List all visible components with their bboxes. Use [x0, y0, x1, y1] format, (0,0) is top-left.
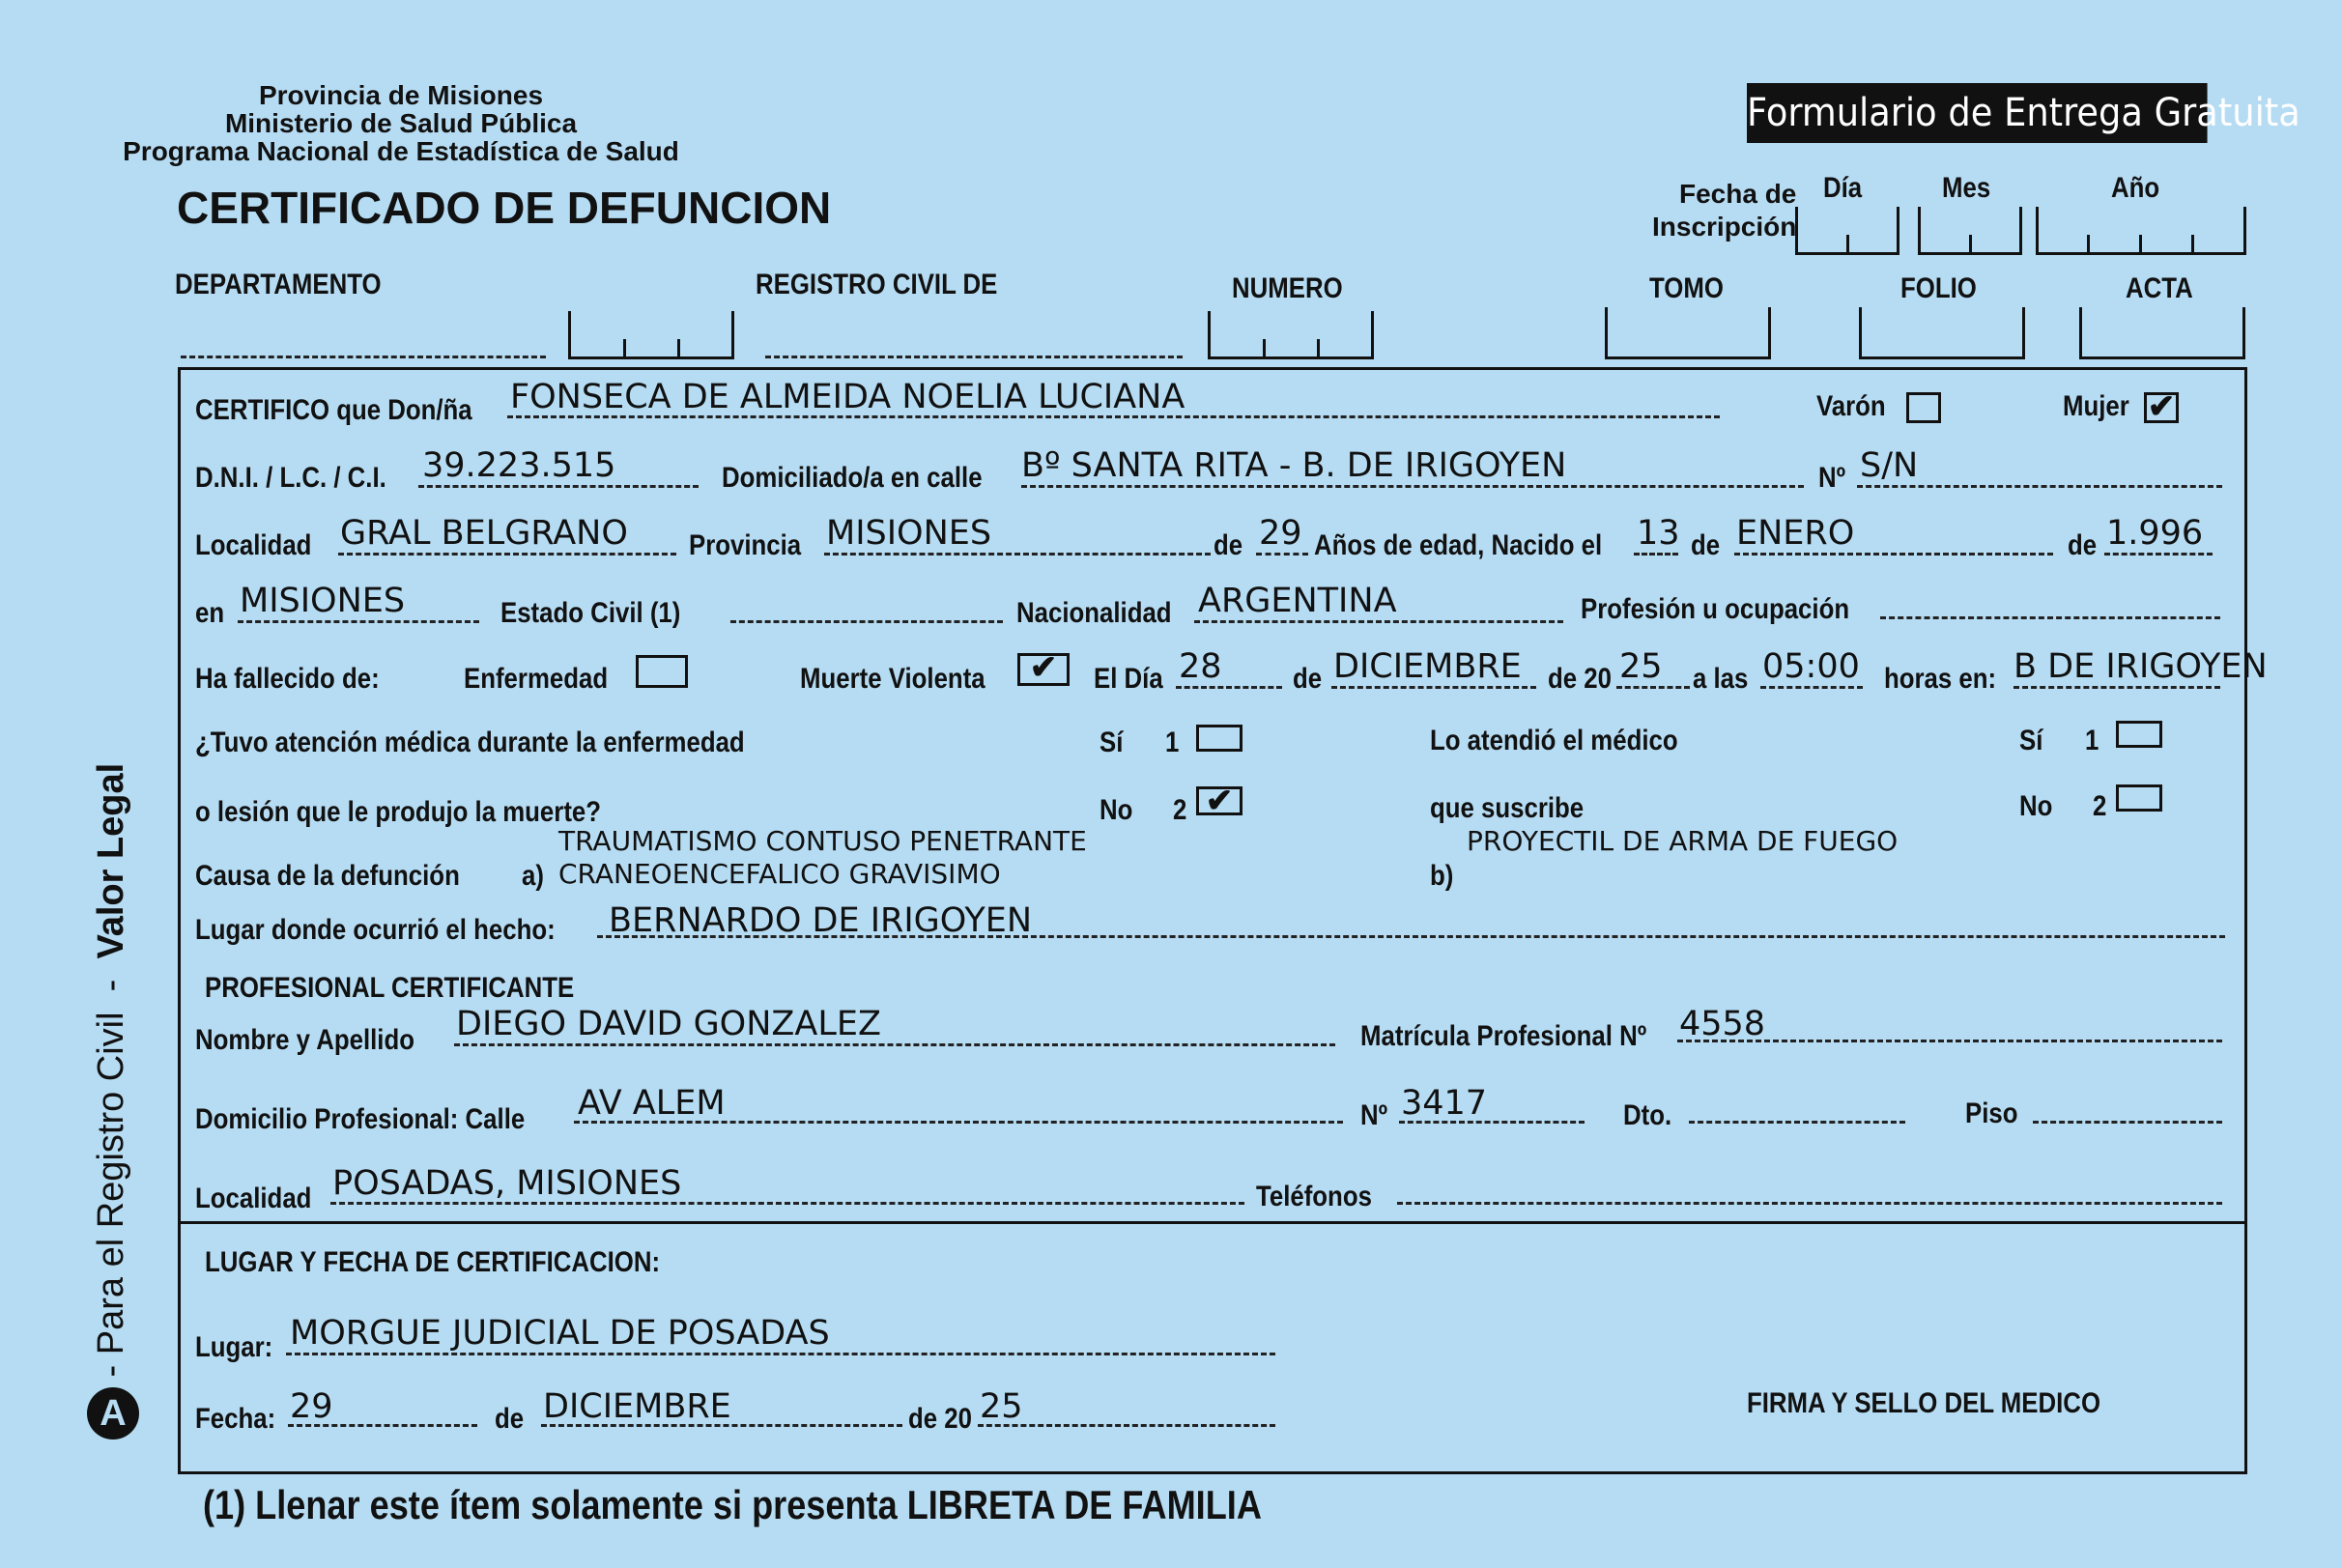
profesional-section-title: PROFESIONAL CERTIFICANTE — [205, 972, 575, 1004]
mes-input-boxes[interactable] — [1918, 207, 2022, 255]
estado-civil-label: Estado Civil (1) — [500, 597, 681, 629]
profesion-label: Profesión u ocupación — [1581, 593, 1850, 625]
atencion-si-label: Sí — [1100, 727, 1124, 758]
dto-label: Dto. — [1623, 1099, 1672, 1131]
nacimiento-anio[interactable]: 1.996 — [2106, 514, 2204, 553]
cert-lugar-line — [286, 1353, 1275, 1355]
prof-nro-line — [1399, 1121, 1585, 1124]
cert-dia-value[interactable]: 29 — [290, 1387, 333, 1426]
departamento-label: DEPARTAMENTO — [175, 269, 382, 300]
atencion-no-2: 2 — [1173, 794, 1187, 826]
numero-boxes[interactable] — [1208, 311, 1374, 359]
atendio-question-2: que suscribe — [1430, 792, 1585, 824]
matricula-label: Matrícula Profesional Nº — [1360, 1020, 1647, 1052]
departamento-code-boxes[interactable] — [568, 311, 734, 359]
prof-calle-value[interactable]: AV ALEM — [578, 1084, 726, 1123]
departamento-field[interactable] — [181, 356, 546, 358]
side-text-regular: - Para el Registro Civil - — [91, 958, 132, 1387]
domicilio-line — [1021, 485, 1804, 488]
en-label: en — [195, 597, 225, 629]
prof-calle-line — [574, 1121, 1343, 1124]
nro-label: Nº — [1818, 462, 1846, 494]
footer-note-bold: LIBRETA DE FAMILIA — [906, 1482, 1262, 1527]
org-line-2: Ministerio de Salud Pública — [224, 108, 578, 138]
nacimiento-de-label: de — [1691, 529, 1721, 561]
atendio-si-checkbox[interactable] — [2116, 721, 2162, 748]
atencion-no-checkbox[interactable]: ✔ — [1196, 786, 1242, 815]
page-title: CERTIFICADO DE DEFUNCION — [177, 183, 832, 233]
provincia-label: Provincia — [689, 529, 802, 561]
muerte-lugar-line — [2014, 686, 2220, 689]
dto-line[interactable] — [1689, 1121, 1905, 1124]
nacionalidad-value[interactable]: ARGENTINA — [1198, 582, 1397, 620]
lugar-nacimiento-line — [238, 620, 479, 623]
registro-civil-label: REGISTRO CIVIL DE — [756, 269, 998, 300]
cert-dia-line — [288, 1424, 477, 1427]
nacimiento-dia-line — [1634, 553, 1678, 556]
muerte-de-label: de — [1293, 663, 1323, 695]
atendio-no-2: 2 — [2093, 790, 2107, 822]
cert-fecha-label: Fecha: — [195, 1403, 276, 1435]
nacionalidad-label: Nacionalidad — [1016, 597, 1172, 629]
muerte-anio-line — [1616, 686, 1690, 689]
prof-domicilio-label: Domicilio Profesional: Calle — [195, 1103, 526, 1135]
acta-box[interactable] — [2079, 307, 2245, 359]
muerte-mes-line — [1331, 686, 1536, 689]
nacimiento-anio-line — [2104, 553, 2213, 556]
domicilio-label: Domiciliado/a en calle — [722, 462, 983, 494]
side-text-bold: Valor Legal — [91, 762, 132, 959]
cert-lugar-value[interactable]: MORGUE JUDICIAL DE POSADAS — [290, 1314, 830, 1353]
edad-label: Años de edad, Nacido el — [1314, 529, 1603, 561]
nacimiento-dia[interactable]: 13 — [1637, 514, 1680, 553]
enfermedad-checkbox[interactable] — [636, 655, 688, 688]
atendio-question-1: Lo atendió el médico — [1430, 725, 1678, 756]
muerte-violenta-label: Muerte Violenta — [800, 663, 985, 695]
causa-b-value[interactable]: PROYECTIL DE ARMA DE FUEGO — [1467, 825, 1899, 857]
deceased-name-line — [507, 415, 1720, 418]
muerte-de20-label: de 20 — [1548, 663, 1612, 695]
prof-localidad-line — [330, 1202, 1244, 1205]
footer-note — [203, 1482, 1262, 1528]
el-dia-label: El Día — [1094, 663, 1163, 695]
matricula-line — [1677, 1040, 2222, 1042]
nro-value[interactable]: S/N — [1860, 446, 1919, 485]
fallecido-label: Ha fallecido de: — [195, 663, 380, 695]
prof-localidad-label: Localidad — [195, 1183, 312, 1214]
org-line-1: Provincia de Misiones — [258, 80, 544, 110]
deceased-name[interactable]: FONSECA DE ALMEIDA NOELIA LUCIANA — [510, 378, 1185, 416]
cert-mes-line — [541, 1424, 902, 1427]
localidad-value[interactable]: GRAL BELGRANO — [340, 514, 628, 553]
folio-label: FOLIO — [1900, 272, 1977, 304]
registro-civil-field[interactable] — [765, 356, 1183, 358]
atencion-si-checkbox[interactable] — [1196, 725, 1242, 752]
acta-label: ACTA — [2126, 272, 2193, 304]
anio-label: Año — [2111, 172, 2160, 204]
muerte-dia[interactable]: 28 — [1179, 647, 1222, 686]
mujer-checkbox[interactable]: ✔ — [2144, 392, 2179, 423]
tomo-label: TOMO — [1649, 272, 1724, 304]
lugar-hecho-line — [597, 935, 2225, 938]
cert-lugar-label: Lugar: — [195, 1331, 273, 1363]
provincia-line — [824, 553, 1211, 556]
dia-input-boxes[interactable] — [1795, 207, 1899, 255]
mujer-label: Mujer — [2063, 390, 2129, 422]
side-legal-text — [87, 763, 139, 1440]
atencion-question-2: o lesión que le produjo la muerte? — [195, 796, 602, 828]
atendio-no-label: No — [2019, 790, 2053, 822]
atencion-no-label: No — [1100, 794, 1133, 826]
estado-civil-line[interactable] — [730, 620, 1003, 623]
prof-localidad-value[interactable]: POSADAS, MISIONES — [332, 1164, 682, 1203]
atencion-question-1: ¿Tuvo atención médica durante la enfermedad — [195, 727, 745, 758]
nacimiento-de2-label: de — [2068, 529, 2098, 561]
localidad-label: Localidad — [195, 529, 312, 561]
telefonos-label: Teléfonos — [1256, 1181, 1372, 1212]
dni-label: D.N.I. / L.C. / C.I. — [195, 462, 386, 494]
certifico-label: CERTIFICO que Don/ña — [195, 394, 472, 426]
edad-value[interactable]: 29 — [1259, 514, 1302, 553]
piso-line[interactable] — [2033, 1121, 2222, 1124]
mes-label: Mes — [1942, 172, 1991, 204]
cert-de20-label: de 20 — [908, 1403, 972, 1435]
free-form-badge: Formulario de Entrega Gratuita — [1747, 83, 2208, 143]
cert-anio-line — [978, 1424, 1275, 1427]
certificacion-section-title: LUGAR Y FECHA DE CERTIFICACION: — [205, 1246, 661, 1278]
folio-box[interactable] — [1859, 307, 2025, 359]
muerte-violenta-checkbox[interactable]: ✔ — [1017, 653, 1070, 686]
enfermedad-label: Enfermedad — [464, 663, 609, 695]
muerte-mes[interactable]: DICIEMBRE — [1333, 647, 1522, 686]
numero-label: NUMERO — [1232, 272, 1343, 304]
horas-en-label: horas en: — [1884, 663, 1997, 695]
org-header — [123, 80, 679, 166]
causa-a-label: a) — [522, 860, 544, 892]
prof-nro-value[interactable]: 3417 — [1401, 1084, 1488, 1123]
section-divider — [178, 1221, 2247, 1224]
prof-nro-label: Nº — [1360, 1099, 1388, 1131]
telefonos-line[interactable] — [1397, 1202, 2222, 1205]
causa-a-line-2[interactable]: CRANEOENCEFALICO GRAVISIMO — [558, 858, 1001, 890]
localidad-line — [338, 553, 676, 556]
nacimiento-mes[interactable]: ENERO — [1736, 514, 1855, 553]
cert-de-label: de — [495, 1403, 525, 1435]
piso-label: Piso — [1965, 1098, 2018, 1129]
domicilio-value[interactable]: Bº SANTA RITA - B. DE IRIGOYEN — [1021, 446, 1567, 485]
dni-value[interactable]: 39.223.515 — [422, 446, 616, 485]
atendio-no-checkbox[interactable] — [2116, 784, 2162, 812]
nacimiento-mes-line — [1734, 553, 2053, 556]
causa-b-label: b) — [1430, 860, 1454, 892]
muerte-dia-line — [1176, 686, 1282, 689]
varon-label: Varón — [1816, 390, 1886, 422]
dni-line — [418, 485, 699, 488]
lugar-nacimiento[interactable]: MISIONES — [240, 582, 406, 620]
anio-input-boxes[interactable] — [2036, 207, 2246, 255]
lugar-hecho-value[interactable]: BERNARDO DE IRIGOYEN — [609, 901, 1033, 940]
muerte-hora-line — [1760, 686, 1863, 689]
prof-nombre-label: Nombre y Apellido — [195, 1024, 414, 1056]
side-circle-letter: A — [87, 1387, 139, 1440]
firma-label: FIRMA Y SELLO DEL MEDICO — [1747, 1387, 2101, 1419]
muerte-hora[interactable]: 05:00 — [1762, 647, 1860, 686]
footer-note-regular: (1) Llenar este ítem solamente si presenta — [203, 1482, 907, 1527]
prof-nombre-line — [454, 1043, 1335, 1046]
nacionalidad-line — [1194, 620, 1563, 623]
atendio-si-label: Sí — [2019, 725, 2043, 756]
cert-mes-value[interactable]: DICIEMBRE — [543, 1387, 731, 1426]
muerte-lugar[interactable]: B DE IRIGOYEN — [2014, 647, 2268, 686]
tomo-box[interactable] — [1605, 307, 1771, 359]
nro-line — [1857, 485, 2222, 488]
causa-label: Causa de la defunción — [195, 860, 460, 892]
atencion-si-1: 1 — [1165, 727, 1180, 758]
prof-nombre-value[interactable]: DIEGO DAVID GONZALEZ — [456, 1005, 881, 1043]
edad-de-label: de — [1214, 529, 1243, 561]
lugar-hecho-label: Lugar donde ocurrió el hecho: — [195, 914, 556, 946]
muerte-anio[interactable]: 25 — [1619, 647, 1663, 686]
muerte-lugar-clip — [2014, 641, 2268, 690]
provincia-value[interactable]: MISIONES — [826, 514, 992, 553]
atendio-si-1: 1 — [2085, 725, 2099, 756]
dia-label: Día — [1823, 172, 1863, 204]
matricula-value[interactable]: 4558 — [1679, 1005, 1766, 1043]
causa-a-line-1[interactable]: TRAUMATISMO CONTUSO PENETRANTE — [558, 825, 1087, 857]
edad-line — [1256, 553, 1308, 556]
org-line-3: Programa Nacional de Estadística de Salud — [123, 136, 679, 166]
a-las-label: a las — [1693, 663, 1749, 695]
profesion-line[interactable] — [1880, 616, 2220, 619]
fecha-inscripcion-label: Fecha de Inscripción — [1652, 179, 1797, 242]
cert-anio-value[interactable]: 25 — [980, 1387, 1023, 1426]
varon-checkbox[interactable] — [1906, 392, 1941, 423]
